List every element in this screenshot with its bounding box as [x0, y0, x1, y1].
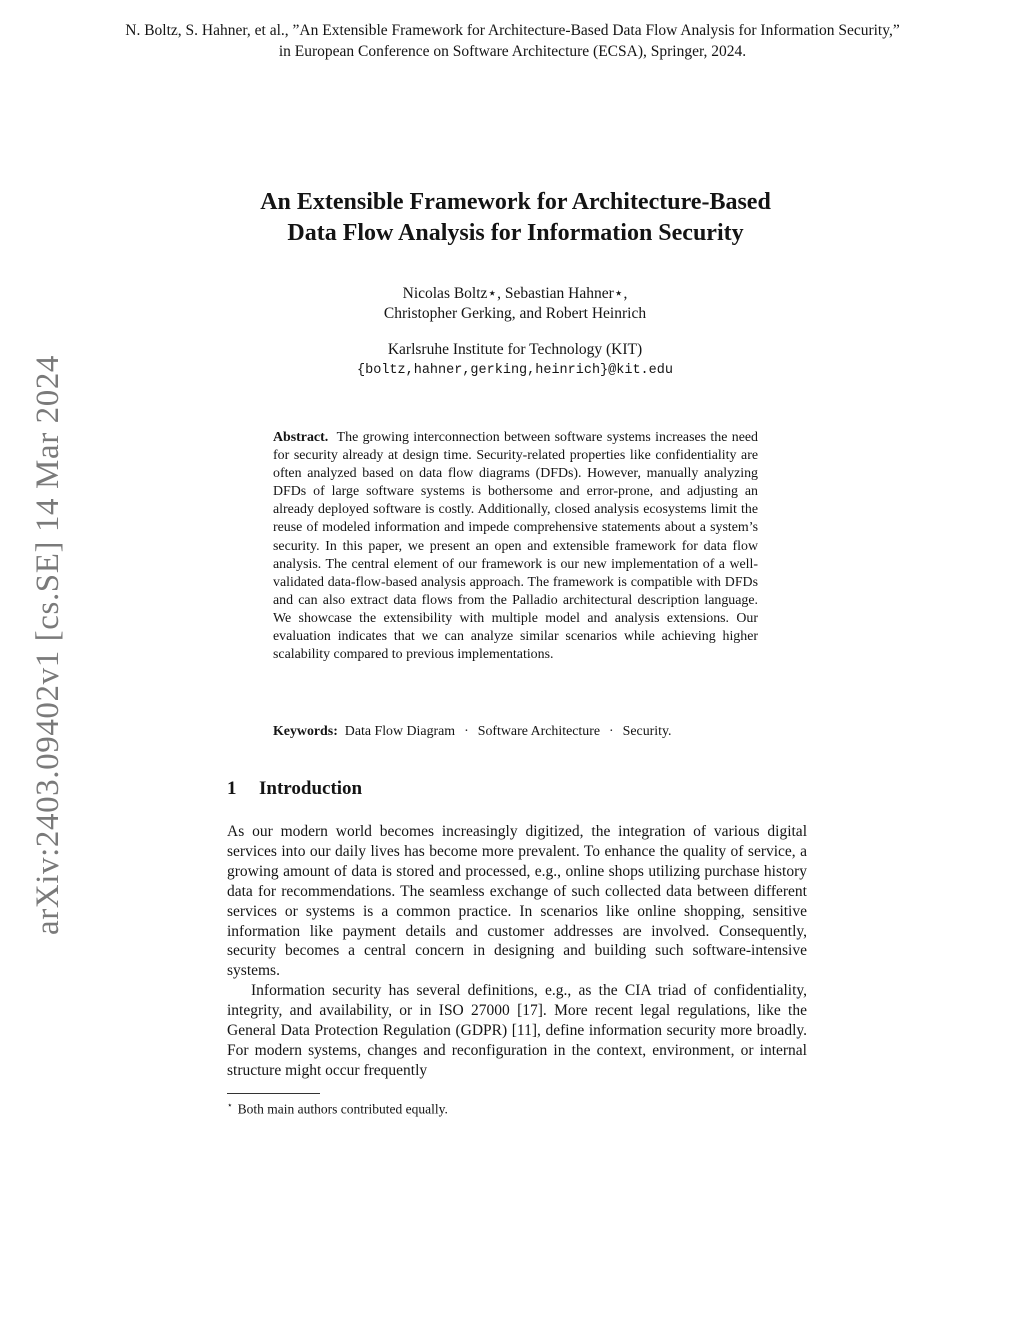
footnote-rule [227, 1093, 320, 1094]
keyword-item: Software Architecture [477, 724, 601, 739]
keyword-item: Data Flow Diagram [344, 724, 456, 739]
keyword-item: Security. [622, 724, 672, 739]
title-line-2: Data Flow Analysis for Information Security [287, 220, 744, 246]
arxiv-identifier-sidebar: arXiv:2403.09402v1 [cs.SE] 14 Mar 2024 [30, 354, 66, 936]
keyword-separator: · [609, 724, 614, 739]
body-paragraph: As our modern world becomes increasingly digitized, the integration of various digital services into our daily lives has become more prevalent. To enhance the quality of service, a growing amount of data is stored and processed, e.g., online shops utilizing purchase history data for recommendations. The seamless exchange of such collected data between different services or systems is a common practice. In scenarios like online shopping, sensitive information like payment details and customer addresses are involved. Consequently, security becomes a central concern in designing and building such software-intensive systems. [227, 823, 807, 980]
body-paragraph: Information security has several definitions, e.g., as the CIA triad of confidentiality, integrity, and availability, or in ISO 27000 [17]. More recent legal regulations, like the General Data Protection Regulation (GDPR) [11], define information security more broadly. For modern systems, changes and reconfiguration in the context, environment, or internal structure might occur frequently [227, 982, 807, 1079]
section-number: 1 [227, 778, 237, 799]
affiliation-block [300, 340, 730, 380]
abstract [273, 429, 758, 664]
section-heading [227, 777, 807, 801]
abstract-text: The growing interconnection between software systems increases the need for security already at design time. Security-related properties like confidentiality are often analyzed based on data flow diagrams (DFDs). However, manually analyzing DFDs of large software systems is bothersome and error-prone, and adjusting an already deployed software is costly. Additionally, closed analysis ecosystems limit the reuse of modeled information and impede comprehensive statements about a system’s security. In this paper, we present an open and extensible framework for data flow analysis. The central element of our framework is our new implementation of a well-validated data-flow-based analysis approach. The framework is compatible with DFDs and can also extract data flows from the Palladio architectural description language. We showcase the extensibility with multiple model and analysis extensions. Our evaluation indicates that we can analyze similar scenarios while achieving higher scalability compared to previous implementations. [273, 430, 758, 663]
keyword-separator: · [464, 724, 469, 739]
affiliation: Karlsruhe Institute for Technology (KIT) [387, 341, 643, 358]
footnote [227, 1097, 807, 1118]
author-list [300, 284, 730, 324]
keywords [273, 723, 773, 741]
citation-header: N. Boltz, S. Hahner, et al., ”An Extensible Framework for Architecture-Based Data Flow Analysis for Information Security,” in European Conference on Software Architecture (ECSA), Springer, 2024. [125, 22, 900, 60]
authors-line-2: Christopher Gerking, and Robert Heinrich [383, 305, 647, 322]
abstract-label: Abstract. [273, 430, 329, 445]
title-line-1: An Extensible Framework for Architecture-Based [260, 189, 771, 215]
author-emails: {boltz,hahner,gerking,heinrich}@kit.edu [357, 363, 673, 378]
section-body [227, 822, 807, 1081]
footnote-marker: ⋆ [227, 1100, 233, 1110]
keywords-label: Keywords: [273, 724, 338, 739]
authors-line-1: Nicolas Boltz⋆, Sebastian Hahner⋆, [402, 285, 628, 302]
section-title: Introduction [259, 778, 363, 799]
paper-title [200, 187, 831, 249]
footnote-text: Both main authors contributed equally. [237, 1101, 448, 1117]
